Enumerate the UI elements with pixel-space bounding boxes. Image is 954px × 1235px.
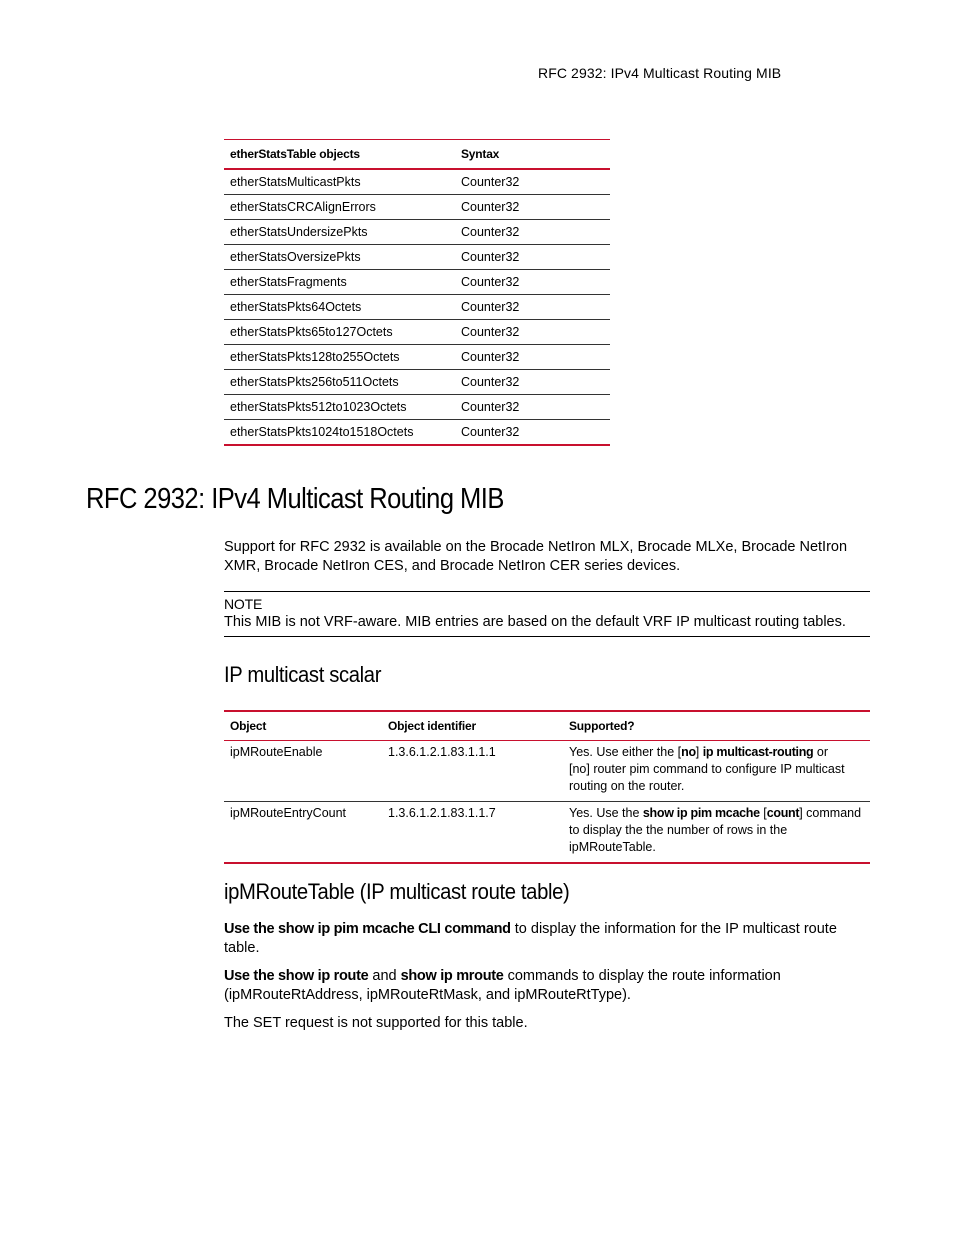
- table-cell: 1.3.6.1.2.1.83.1.1.7: [388, 806, 496, 820]
- route-table-paragraph: [224, 920, 864, 958]
- table-cell: ipMRouteEnable: [224, 741, 382, 802]
- table-row: [224, 420, 610, 446]
- scalar-heading: IP multicast scalar: [224, 662, 382, 687]
- ip-multicast-scalar-table: [224, 710, 870, 864]
- table-cell: Counter32: [455, 169, 610, 195]
- command-text: Use the show ip pim mcache CLI command: [224, 921, 511, 937]
- table-cell: etherStatsPkts65to127Octets: [224, 320, 455, 345]
- section-title: RFC 2932: IPv4 Multicast Routing MIB: [86, 483, 504, 515]
- table-row: [224, 395, 610, 420]
- table-cell: Counter32: [455, 370, 610, 395]
- table-cell: Counter32: [455, 195, 610, 220]
- table-row: [224, 370, 610, 395]
- table-cell: etherStatsPkts128to255Octets: [224, 345, 455, 370]
- table-cell: ipMRouteEntryCount: [230, 806, 347, 820]
- table-header-row: [224, 711, 870, 741]
- command-keyword: count: [766, 806, 800, 820]
- ether-stats-table: [224, 139, 610, 446]
- note-text: This MIB is not VRF-aware. MIB entries are based on the default VRF IP multicast routing tables.: [224, 614, 846, 630]
- cell-text: ]: [695, 745, 703, 759]
- column-header: Object: [224, 711, 382, 741]
- column-header: Object identifier: [382, 711, 563, 741]
- table-cell: etherStatsPkts64Octets: [224, 295, 455, 320]
- cell-text: [: [759, 806, 767, 820]
- command-keyword: show ip pim mcache: [642, 806, 760, 820]
- set-request-paragraph: The SET request is not supported for this table.: [224, 1015, 528, 1031]
- table-cell: 1.3.6.1.2.1.83.1.1.1: [382, 741, 563, 802]
- table-cell: etherStatsOversizePkts: [224, 245, 455, 270]
- table-row: [224, 220, 610, 245]
- table-cell: etherStatsPkts1024to1518Octets: [230, 425, 414, 439]
- route-info-paragraph: [224, 967, 864, 1005]
- table-cell: etherStatsUndersizePkts: [224, 220, 455, 245]
- table-cell: [563, 741, 870, 802]
- intro-paragraph: Support for RFC 2932 is available on the Brocade NetIron MLX, Brocade MLXe, Brocade NetIron XMR, Brocade NetIron CES, and Brocade NetIron CER series devices.: [224, 539, 848, 574]
- running-header: RFC 2932: IPv4 Multicast Routing MIB: [538, 65, 782, 81]
- paragraph-text: commands to display the route information (ipMRouteRtAddress, ipMRouteRtMask, and ipMRouteRtType).: [224, 968, 781, 1003]
- table-row: [224, 741, 870, 802]
- column-header: Supported?: [563, 711, 870, 741]
- table-cell: Counter32: [455, 245, 610, 270]
- table-cell: Counter32: [455, 345, 610, 370]
- command-keyword: no: [681, 745, 696, 759]
- column-header: Syntax: [455, 140, 610, 170]
- cell-text: [no] router pim command to configure IP multicast routing on the router.: [569, 762, 845, 793]
- table-cell: Counter32: [461, 425, 520, 439]
- note-box: [224, 591, 870, 637]
- cell-text: Yes. Use either the [: [569, 745, 682, 759]
- table-row: [224, 169, 610, 195]
- column-header: etherStatsTable objects: [224, 140, 455, 170]
- table-cell: Counter32: [455, 320, 610, 345]
- table-row: [224, 345, 610, 370]
- table-cell: Counter32: [455, 295, 610, 320]
- table-cell: etherStatsPkts512to1023Octets: [224, 395, 455, 420]
- command-text: show ip mroute: [400, 968, 504, 984]
- table-row: [224, 195, 610, 220]
- command-keyword: ip multicast-routing: [702, 745, 814, 759]
- table-cell: Counter32: [455, 270, 610, 295]
- table-cell: etherStatsFragments: [224, 270, 455, 295]
- table-row: [224, 270, 610, 295]
- table-row: [224, 245, 610, 270]
- table-row: [224, 802, 870, 864]
- table-row: [224, 295, 610, 320]
- table-row: [224, 320, 610, 345]
- note-label: NOTE: [224, 596, 263, 612]
- table-cell: etherStatsMulticastPkts: [224, 169, 455, 195]
- route-table-heading: ipMRouteTable (IP multicast route table): [224, 879, 570, 904]
- table-cell: Counter32: [455, 220, 610, 245]
- paragraph-text: and: [368, 968, 401, 984]
- cell-text: Yes. Use the: [569, 806, 643, 820]
- table-cell: Counter32: [455, 395, 610, 420]
- paragraph-text: to display the information for the IP multicast route table.: [224, 921, 837, 956]
- cell-text: or: [813, 745, 828, 759]
- command-text: Use the show ip route: [224, 968, 369, 984]
- table-cell: [563, 802, 870, 864]
- table-cell: etherStatsPkts256to511Octets: [224, 370, 455, 395]
- table-cell: etherStatsCRCAlignErrors: [224, 195, 455, 220]
- table-header-row: [224, 140, 610, 170]
- cell-text: ] command to display the the number of rows in the ipMRouteTable.: [569, 806, 862, 854]
